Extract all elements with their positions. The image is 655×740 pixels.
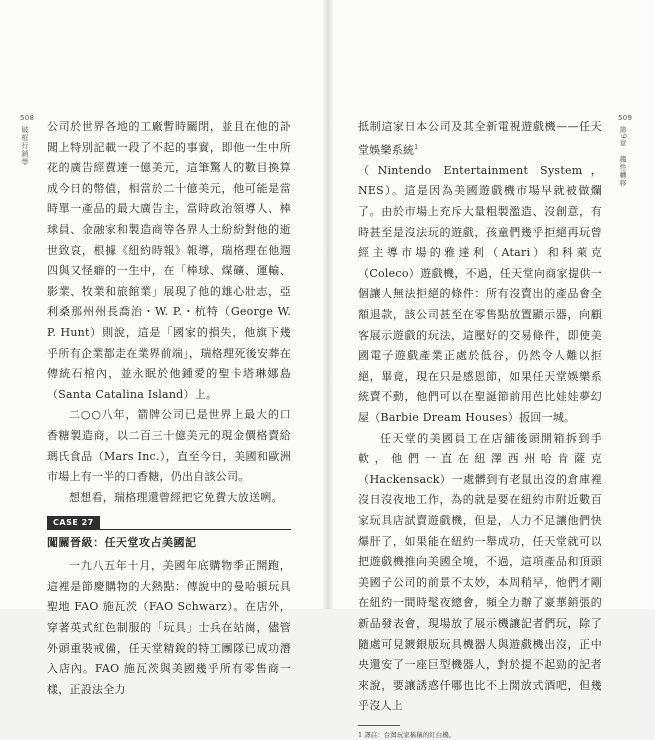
left-page-number: 508 [20, 114, 35, 122]
book-gutter [322, 0, 334, 609]
case-label: CASE 27 [47, 516, 100, 529]
right-chapter-title: 第9章 趨性轉移 [619, 126, 627, 188]
right-paragraph-3: 任天堂的美國員工在店舖後頭開箱拆到手軟，他們一直在紐澤西州哈肯薩克（Hackensack）一處髒到有老鼠出沒的倉庫裡沒日沒夜地工作，為的就是要在紐約市附近數百家玩具店試賣遊戲機，但是，人力不足讓他們快爆肝了，如果能在紐約一舉成功，任天堂就可以把遊戲機推向美國全境，不過，這項產品和頂頭美國子公司的前景不太妙，本周稍早，他們才剛在紐約一間時髦夜總會，頻全力辦了豪華銷張的新品發表會，現場放了展示機讓記者們玩，除了隨處可見鍍銀版玩具機器人與遊戲機出沒，正中央還安了一座巨型機器人，對於提不起勁的記者來說，要讓誘惑仟哪也比不上閒放式酒吧，但幾乎沒人上 [358, 431, 602, 713]
right-page-number: 509 [618, 114, 633, 122]
footnote: 1 譯註：台灣玩家稱稱的紅白機。 [358, 730, 456, 739]
right-paragraph-1-text: 抵制這家日本公司及其全新電視遊戲機——任天堂娛樂系統 [358, 120, 602, 157]
footnote-rule [358, 725, 400, 726]
case-title: 闖關晉級：任天堂攻占美國記 [47, 529, 291, 550]
right-running-head [618, 114, 654, 187]
left-paragraph-3: 想想看，瑞格理還曾經把它免費大放送咧。 [69, 490, 283, 504]
left-page-body [47, 117, 291, 700]
case-paragraph-1: 一九八五年十月，美國年底購物季正開跑，這裡是節慶購物的大熱點：傳說中的曼哈頓玩具聖地 FAO 施瓦茨（FAO Schwarz）。在店外，穿著英式紅色制服的「玩具」士兵在站崗，儘管外頭重裝戒備，任天堂精銳的特工團隊已成功潛入店內。FAO 施瓦茨與美國幾乎所有零售商一樣，正設法全力 [47, 559, 291, 696]
right-paragraph-1 [358, 117, 602, 161]
footnote-marker: 1 [414, 143, 419, 151]
right-paragraph-2: （Nintendo Entertainment System，NES）。這是因為美國遊戲機市場早就被做爛了。由於市場上充斥大量粗製濫造、沒創意，有時甚至是沒法玩的遊戲，孩童們幾乎拒絕再玩曾經主導市場的雅達利（Atari）和科萊克（Coleco）遊戲機，不過，任天堂向商家提供一個讓人無法拒絕的條件：所有沒賣出的產品會全額退款，該公司甚至在零售點放置顯示器，向顧客展示遊戲的玩法，這壓好的交易條件，即使美國電子遊戲產業正處於低谷，仍然令人難以拒絕，畢竟，現在只是感恩節，如果任天堂娛樂系統賣不動，他們可以在聖誕節前用芭比娃娃夢幻屋（Barbie Dream Houses）扳回一城。 [358, 163, 602, 424]
left-book-title: 破框行銷學 [21, 126, 29, 166]
right-page-body [358, 117, 602, 740]
left-paragraph-2: 二○○八年，箭牌公司已是世界上最大的口香糖製造商，以二百三十億美元的現金價格賣給瑪氏食品（Mars Inc.），直至今日，美國和歐洲市場上有一半的口香糖，仍出自該公司。 [47, 408, 291, 484]
left-paragraph-1: 公司於世界各地的工廠暫時關閉，並且在他的訃聞上特別記載一段了不起的事實，即他一生中所花的廣告經費達一億美元，這筆驚人的數目換算成今日的幣值，相當於二十億美元，他可能是當時單一產品的最大廣告主，當時政治領導人、棒球員、金融家和製造商等各界人士紛紛對他的逝世致哀，根據《紐約時報》報導，瑞格理在他週四與又怪癖的一生中，在「棒球、煤礦、運輸、影業、牧業和旅館業」展現了他的雄心壯志，亞利桑那州州長喬治・W. P.・杭特（George W. P. Hunt）則說，這是「國家的損失，他旗下幾乎所有企業都走在業界前端」，瑞格理死後安葬在傳統石棺內，並永眠於他鍾愛的聖卡塔琳娜島（Santa Catalina Island）上。 [47, 120, 291, 401]
